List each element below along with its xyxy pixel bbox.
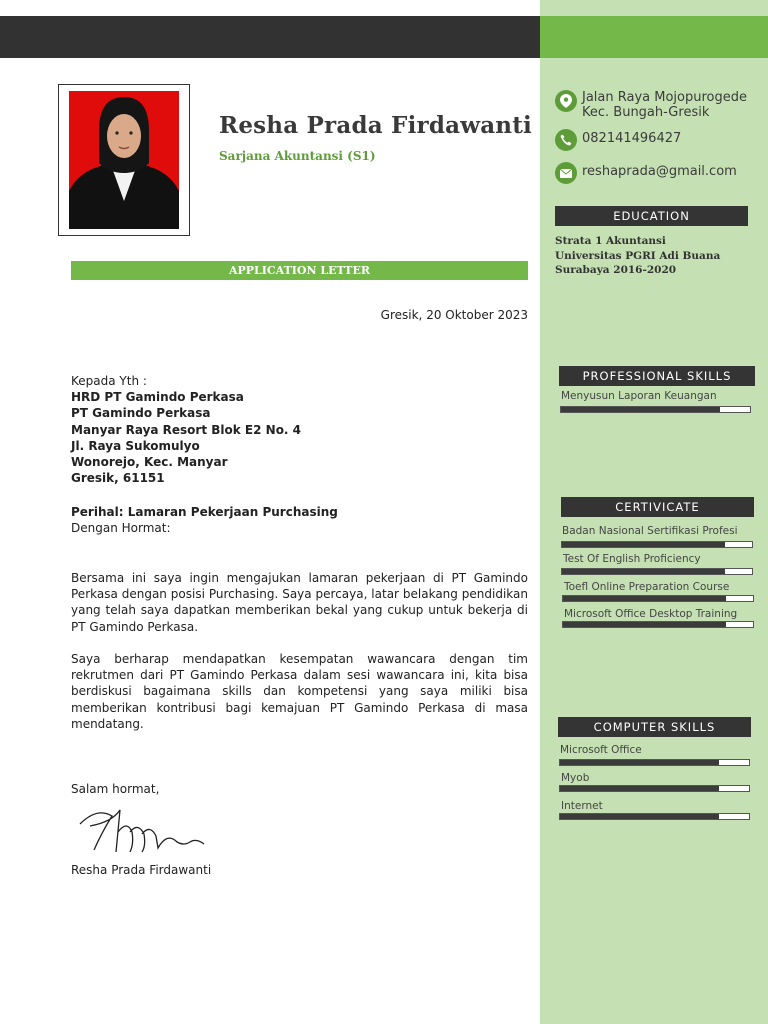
handwritten-signature (72, 802, 212, 862)
letter-paragraph-2: Saya berharap mendapatkan kesempatan wawancara dengan tim rekrutmen dari PT Gamindo Perkasa dalam sesi wawancara ini, kita bisa berdiskusi bagaimana skills dan kompetensi yang saya miliki bisa memberikan kontribusi bagi kemajuan PT Gamindo Perkasa di masa mendatang. (71, 652, 528, 731)
certificate-bar (562, 621, 754, 628)
certificate-bar-fill (562, 569, 725, 574)
contact-email (555, 162, 737, 184)
certificate-label: Badan Nasional Sertifikasi Profesi (562, 525, 738, 537)
address-line-2: Kec. Bungah-Gresik (582, 105, 710, 120)
mail-icon (555, 162, 577, 184)
computer-skill-label: Microsoft Office (560, 744, 642, 756)
applicant-degree: Sarjana Akuntansi (S1) (219, 149, 376, 163)
professional-skills-heading: PROFESSIONAL SKILLS (559, 366, 755, 386)
certificate-bar (562, 595, 754, 602)
section-title-application-letter: APPLICATION LETTER (71, 261, 528, 280)
letter-greeting: Dengan Hormat: (71, 521, 171, 535)
education-line: Surabaya 2016-2020 (555, 264, 677, 276)
skill-bar-fill (561, 407, 720, 412)
recipient-block (71, 373, 301, 486)
contact-phone (555, 129, 681, 151)
skill-bar (560, 406, 751, 413)
profile-photo-frame (58, 84, 190, 236)
certificate-bar-fill (563, 596, 726, 601)
recipient-intro: Kepada Yth : (71, 374, 147, 388)
recipient-line: Manyar Raya Resort Blok E2 No. 4 (71, 422, 302, 437)
recipient-line: Gresik, 61151 (71, 471, 165, 486)
subject-block (71, 504, 338, 536)
signature-name: Resha Prada Firdawanti (71, 863, 212, 877)
computer-skill-bar (559, 785, 750, 792)
certificate-label: Microsoft Office Desktop Training (564, 608, 738, 620)
sidebar-top-bar (540, 16, 768, 58)
computer-skill-bar (559, 813, 750, 820)
letter-closing: Salam hormat, (71, 782, 160, 796)
certificate-bar (561, 541, 753, 548)
computer-skill-label: Myob (561, 772, 590, 784)
letter-subject: Perihal: Lamaran Pekerjaan Purchasing (71, 505, 338, 519)
phone-number: 082141496427 (582, 131, 682, 146)
computer-skill-bar-fill (560, 786, 719, 791)
education-heading: EDUCATION (555, 206, 748, 226)
education-line: Universitas PGRI Adi Buana (555, 249, 721, 262)
person-portrait-icon (69, 91, 179, 229)
skill-label: Menyusun Laporan Keuangan (561, 390, 717, 402)
certificate-bar-fill (562, 542, 725, 547)
computer-skill-bar (559, 759, 750, 766)
computer-skill-bar-fill (560, 760, 719, 765)
education-details (555, 234, 720, 278)
certificate-bar (561, 568, 753, 575)
recipient-line: Wonorejo, Kec. Manyar (71, 455, 228, 470)
certificate-heading: CERTIVICATE (561, 497, 754, 517)
education-line: Strata 1 Akuntansi (555, 235, 666, 247)
phone-icon (555, 129, 577, 151)
computer-skill-label: Internet (561, 800, 603, 812)
address-line-1: Jalan Raya Mojopurogede (582, 90, 747, 105)
recipient-line: HRD PT Gamindo Perkasa (71, 390, 244, 405)
location-icon (555, 90, 577, 112)
letter-date: Gresik, 20 Oktober 2023 (380, 308, 528, 322)
profile-photo (69, 91, 179, 229)
contact-address (555, 90, 747, 120)
header-bar (0, 16, 540, 58)
recipient-line: Jl. Raya Sukomulyo (71, 438, 200, 453)
certificate-label: Toefl Online Preparation Course (564, 581, 730, 593)
computer-skills-heading: COMPUTER SKILLS (558, 717, 751, 737)
certificate-bar-fill (563, 622, 726, 627)
computer-skill-bar-fill (560, 814, 719, 819)
email-address: reshaprada@gmail.com (582, 164, 737, 179)
applicant-name: Resha Prada Firdawanti (219, 112, 532, 139)
certificate-label: Test Of English Proficiency (563, 553, 701, 565)
recipient-line: PT Gamindo Perkasa (71, 406, 211, 421)
letter-paragraph-1: Bersama ini saya ingin mengajukan lamaran pekerjaan di PT Gamindo Perkasa dengan posisi Purchasing. Saya percaya, latar belakang pendidikan yang telah saya dapatkan memberikan bekal yang cukup untuk bekerja di PT Gamindo Perkasa. (71, 571, 528, 634)
